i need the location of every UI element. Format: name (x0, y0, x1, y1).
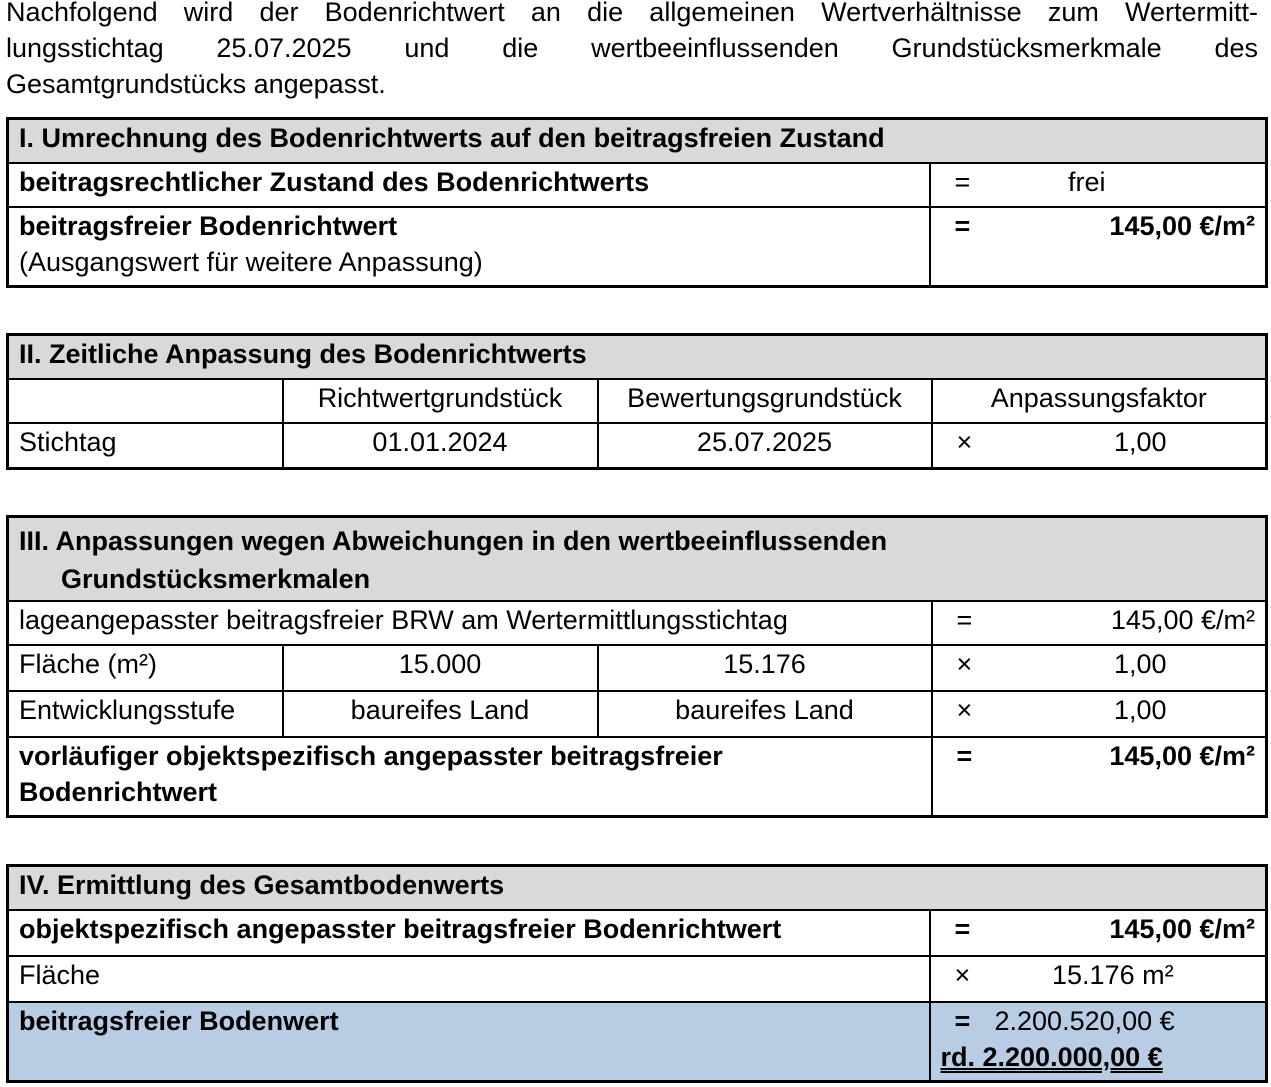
row-value-cell (932, 737, 1267, 817)
row-value: 145,00 €/m² (1109, 913, 1255, 944)
operator: = (954, 913, 971, 944)
column-header-richtwert: Richtwertgrundstück (283, 379, 598, 423)
row-value-cell (930, 163, 1267, 207)
row-label-cell (8, 207, 930, 287)
cell-factor (932, 645, 1267, 691)
column-header-row (8, 379, 1267, 423)
table-row (8, 691, 1267, 737)
intro-line-3: Gesamtgrundstücks angepasst. (6, 69, 386, 99)
row-label: Entwicklungsstufe (8, 691, 283, 737)
factor-value: 1,00 (1114, 694, 1167, 725)
result-value-cell (930, 1002, 1267, 1082)
empty-header-cell (8, 379, 283, 423)
row-sublabel: (Ausgangswert für weitere Anpassung) (19, 246, 483, 277)
table-row (8, 956, 1267, 1002)
intro-line-2: lungsstichtag 25.07.2025 und die wertbeeinflussenden Grundstücksmerkmale des (6, 33, 1258, 63)
table-section-3 (6, 515, 1268, 818)
cell-bewertung: baureifes Land (598, 691, 932, 737)
row-value: 15.176 m² (1052, 959, 1174, 990)
table-row (8, 163, 1267, 207)
row-label: Fläche (m²) (8, 645, 283, 691)
operator: = (956, 740, 973, 771)
cell-factor (932, 691, 1267, 737)
column-header-bewertung: Bewertungsgrundstück (598, 379, 932, 423)
cell-bewertung: 25.07.2025 (598, 423, 932, 469)
table-row (8, 910, 1267, 956)
table-row (8, 645, 1267, 691)
operator: = (954, 210, 971, 241)
intro-line-1: Nachfolgend wird der Bodenrichtwert an die allgemeinen Wertverhältnisse zum Wertermitt- (6, 0, 1258, 27)
result-row (8, 1002, 1267, 1082)
section-3-title-line-2: Grundstücksmerkmalen (61, 564, 371, 594)
row-label: lageangepasster beitragsfreier BRW am Wertermittlungsstichtag (8, 601, 932, 645)
cell-richtwert: 15.000 (283, 645, 598, 691)
section-3-title (8, 517, 1267, 601)
cell-factor (932, 423, 1267, 469)
operator: × (956, 426, 973, 457)
factor-value: 1,00 (1114, 648, 1167, 679)
row-label: Stichtag (8, 423, 283, 469)
section-2-title: II. Zeitliche Anpassung des Bodenrichtwerts (8, 335, 1267, 379)
row-label: beitragsrechtlicher Zustand des Bodenrichtwerts (8, 163, 930, 207)
cell-richtwert: 01.01.2024 (283, 423, 598, 469)
factor-value: 1,00 (1114, 426, 1167, 457)
operator: × (956, 694, 973, 725)
section-3-title-line-1: III. Anpassungen wegen Abweichungen in den wertbeeinflussenden (19, 526, 888, 556)
column-header-faktor: Anpassungsfaktor (932, 379, 1267, 423)
row-label: beitragsfreier Bodenwert (8, 1002, 930, 1082)
row-value-cell (930, 207, 1267, 287)
operator: = (954, 1005, 971, 1036)
row-value-cell (932, 601, 1267, 645)
row-label: beitragsfreier Bodenrichtwert (19, 210, 398, 241)
operator: × (954, 959, 971, 990)
table-row (8, 737, 1267, 817)
table-row (8, 601, 1267, 645)
table-section-2 (6, 333, 1268, 470)
row-label: objektspezifisch angepasster beitragsfreier Bodenrichtwert (8, 910, 930, 956)
table-section-1 (6, 117, 1268, 288)
operator: = (954, 166, 971, 197)
row-label: Fläche (8, 956, 930, 1002)
row-label-line-1: vorläufiger objektspezifisch angepasster beitragsfreier (19, 740, 723, 771)
intro-paragraph (6, 0, 1258, 102)
cell-richtwert: baureifes Land (283, 691, 598, 737)
operator: × (956, 648, 973, 679)
row-value-cell (930, 956, 1267, 1002)
result-value: 2.200.520,00 € (994, 1005, 1175, 1036)
table-row (8, 423, 1267, 469)
row-label-cell (8, 737, 932, 817)
table-section-4 (6, 864, 1268, 1083)
table-row (8, 207, 1267, 287)
row-value: 145,00 €/m² (1109, 740, 1255, 771)
result-rounded-value: rd. 2.200.000,00 € (940, 1041, 1163, 1072)
row-label-line-2: Bodenrichtwert (19, 776, 218, 807)
row-value: 145,00 €/m² (1110, 604, 1255, 635)
operator: = (956, 604, 973, 635)
row-value-cell (930, 910, 1267, 956)
row-value: 145,00 €/m² (1109, 210, 1256, 241)
row-value: frei (1068, 166, 1106, 197)
section-4-title: IV. Ermittlung des Gesamtbodenwerts (8, 866, 1267, 910)
section-1-title: I. Umrechnung des Bodenrichtwerts auf den beitragsfreien Zustand (8, 119, 1267, 163)
cell-bewertung: 15.176 (598, 645, 932, 691)
